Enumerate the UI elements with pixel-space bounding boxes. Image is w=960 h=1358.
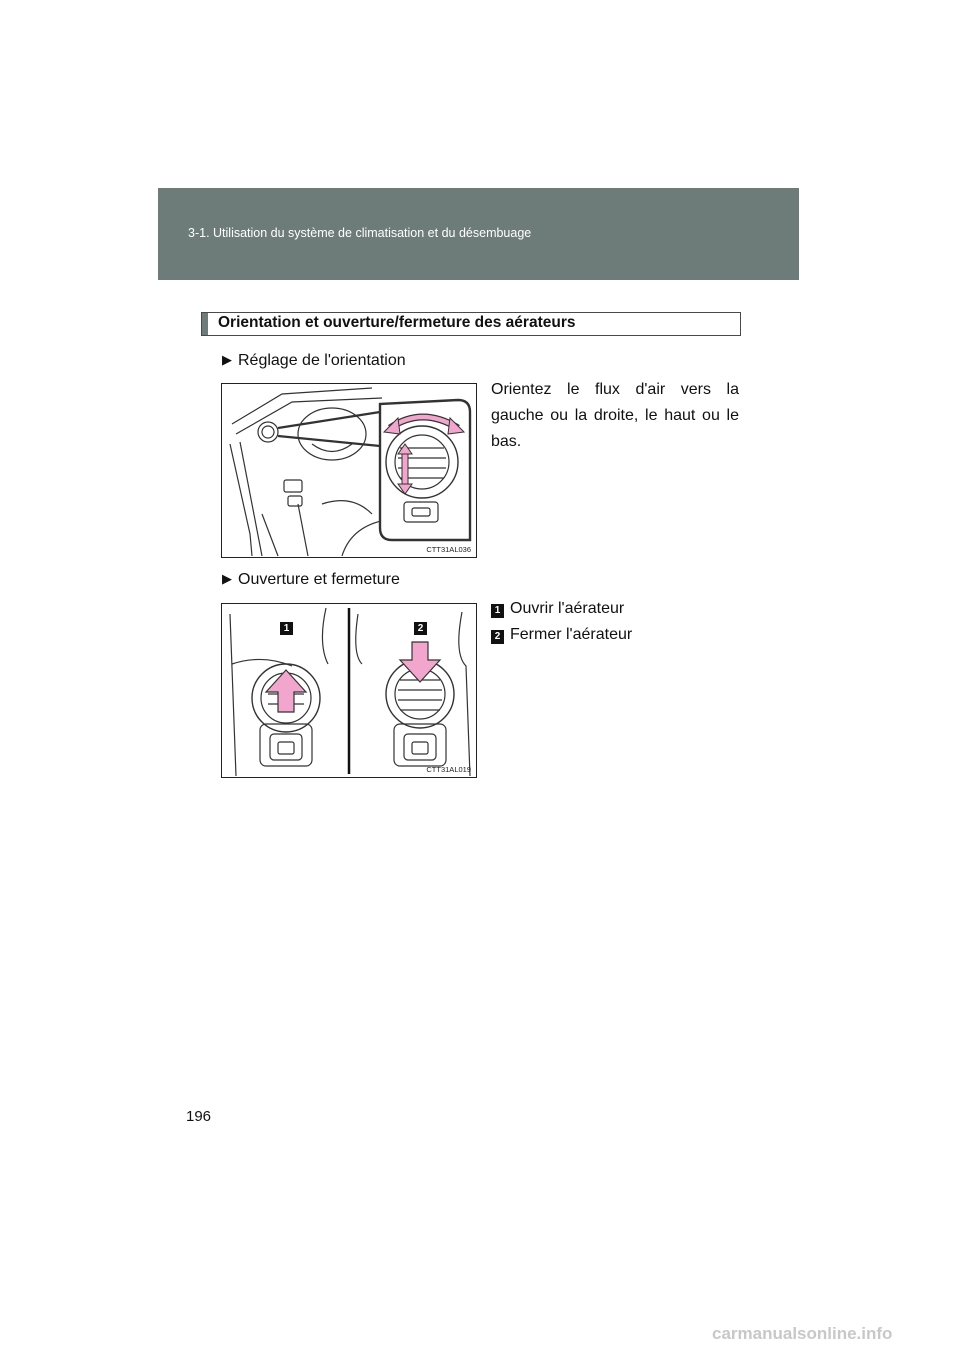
breadcrumb: 3-1. Utilisation du système de climatisation et du désembuage	[188, 226, 532, 240]
section-marker	[202, 313, 208, 335]
triangle-bullet-icon: ▶	[222, 352, 232, 367]
list-item-label: Ouvrir l'aérateur	[510, 600, 625, 617]
subheading-orientation-label: Réglage de l'orientation	[238, 352, 406, 369]
figure-badge-1: 1	[280, 622, 293, 635]
figure-vent-open-close	[221, 603, 477, 778]
subheading-orientation	[222, 352, 406, 370]
figure-badge-2: 2	[414, 622, 427, 635]
list-item-open	[491, 600, 624, 618]
chapter-header	[158, 188, 799, 280]
figure-code: CTT31AL019	[426, 765, 471, 774]
triangle-bullet-icon: ▶	[222, 571, 232, 586]
orientation-description: Orientez le flux d'air vers la gauche ou la droite, le haut ou le bas.	[491, 381, 739, 450]
number-badge: 1	[491, 604, 504, 618]
figure-code: CTT31AL036	[426, 545, 471, 554]
watermark: carmanualsonline.info	[712, 1324, 893, 1343]
list-item-close	[491, 626, 632, 644]
vent-orientation-illustration	[222, 384, 476, 557]
list-item-label: Fermer l'aérateur	[510, 626, 633, 643]
vent-open-close-illustration	[222, 604, 476, 777]
section-heading	[201, 312, 741, 336]
subheading-open-close	[222, 571, 400, 589]
section-title: Orientation et ouverture/fermeture des aérateurs	[218, 314, 576, 331]
subheading-open-close-label: Ouverture et fermeture	[238, 571, 400, 588]
figure-vent-orientation	[221, 383, 477, 558]
number-badge: 2	[491, 630, 504, 644]
page-number: 196	[186, 1108, 212, 1125]
